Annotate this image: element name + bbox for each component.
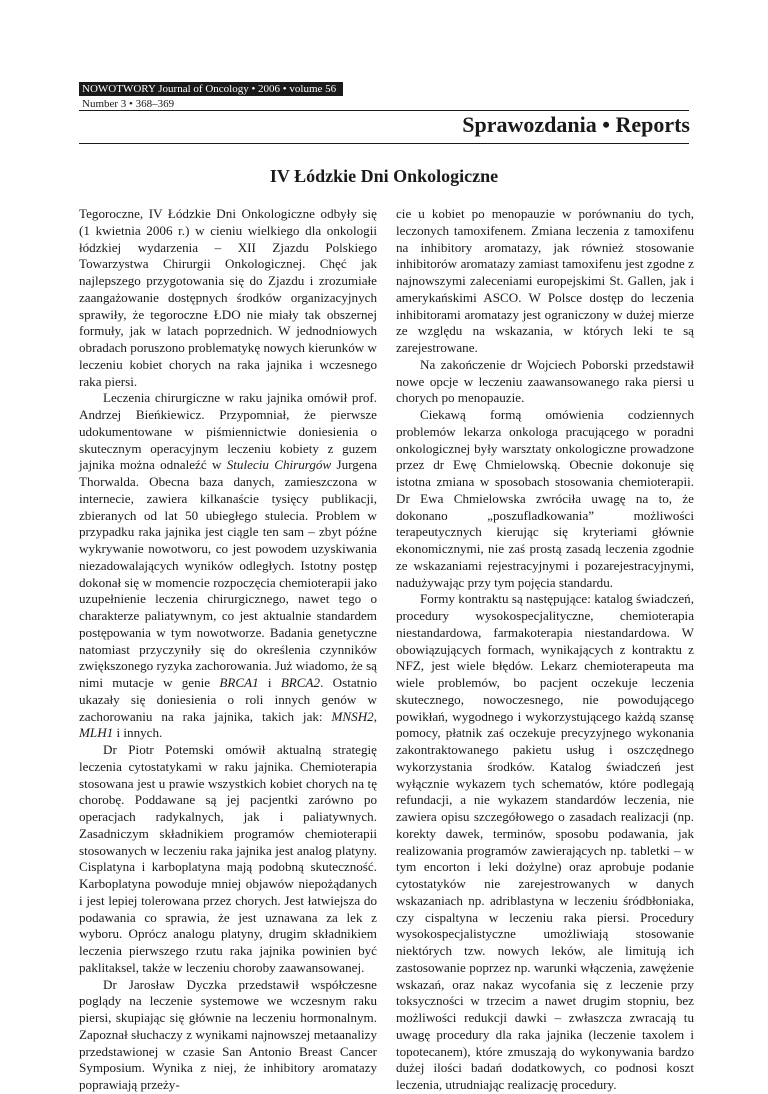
right-paragraph-1: cie u kobiet po menopauzie w porównaniu do tych, leczonych tamoxifenem. Zmiana leczenia z tamoxifenu na inhibitory aromatazy, jak również stosowanie inhibitorów aromatazy zamiast tamoxifenu jest zgodne z najnowszymi zaleceniami europejskimi St. Gallen, jak i amerykańskimi ASCO. W Polsce dostęp do leczenia inhibitorami aromatazy jest ograniczony w dużej mierze ze względu na wskazania, w których leki te są zarejestrowane. bbox=[396, 206, 694, 355]
gene-name: MNSH2 bbox=[331, 708, 374, 724]
left-paragraph-1: Tegoroczne, IV Łódzkie Dni Onkologiczne odbyły się (1 kwietnia 2006 r.) w cieniu wielkiego dla onkologii łódzkiej wydarzenia – XII Zjazdu Polskiego Towarzystwa Chirurgii Onkologicznej. Chęć jak najlepszego przygotowania się do Zjazdu i zrozumiałe zaangażowanie dostępnych środków organizacyjnych sprawiły, że tegoroczne ŁDO nie miały tak obszernej formuły, jak w latach poprzednich. W jednodniowych obradach poruszono problematykę nowych kierunków w leczeniu kobiet chorych na raka jajnika i wczesnego raka piersi. bbox=[79, 206, 377, 389]
left-column bbox=[79, 206, 377, 1094]
right-paragraph-2: Na zakończenie dr Wojciech Poborski przedstawił nowe opcje w leczeniu zaawansowanego raka piersi u chorych po menopauzie. bbox=[396, 356, 694, 406]
right-paragraph-3: Ciekawą formą omówienia codziennych problemów lekarza onkologa pracującego w poradni onkologicznej były warsztaty onkologiczne prowadzone przez dr Ewę Chmielowską. Obecnie dokonuje się istotna zmiana w sposobach stosowania chemioterapii. Dr Ewa Chmielowska zwróciła uwagę na to, że dokonano „poszufladkowania” możliwości terapeutycznych kierując się kryteriami głównie ekonomicznymi, nie zaś prostą zasadą leczenia zgodnie ze wskazaniami rejestracyjnymi i pozarejestracyjnymi, nadużywając przy tym pojęcia standardu. bbox=[396, 407, 694, 590]
gene-name: BRCA2 bbox=[280, 675, 321, 690]
gene-name: MLH1 bbox=[79, 725, 114, 741]
left-paragraph-3: Dr Piotr Potemski omówił aktualną strategię leczenia cytostatykami w raku jajnika. Chemioterapia stosowana jest u prawie wszystkich kobiet chorych na tę chorobę. Poddawane są jej pacjentki zarówno po operacjach radykalnych, jak i paliatywnych. Zasadniczym składnikiem programów chemioterapii stosowanych w leczeniu raka jajnika jest analog platyny. Cisplatyna i karboplatyna mają podobną skuteczność. Karboplatyna powoduje mniej objawów niepożądanych i jest lepiej tolerowana przez chorych. Jest łatwiejsza do podawania co sprawia, że jest uznawana za lek z wyboru. Oprócz analogu platyny, drugim składnikiem leczenia pierwszego rzutu raka jajnika powinien być paklitaksel, także w leczeniu choroby zaawansowanej. bbox=[79, 742, 377, 975]
left-paragraph-4: Dr Jarosław Dyczka przedstawił współczesne poglądy na leczenie systemowe we wczesnym raku piersi, skupiając się głównie na leczeniu hormonalnym. Zapoznał słuchaczy z wynikami najnowszej metaanalizy przedstawionej w czasie San Antonio Breast Cancer Symposium. Wynika z niej, że inhibitory aromatazy poprawiają przeży- bbox=[79, 976, 377, 1092]
issue-line: Number 3 • 368–369 bbox=[82, 98, 175, 110]
left-paragraph-2: Leczenia chirurgiczne w raku jajnika omówił prof. Andrzej Bieńkiewicz. Przypomniał, że pierwsze udokumentowane w piśmiennictwie doniesienia o skutecznym operacyjnym leczeniu kobiety z guzem jajnika można odnaleźć w Stuleciu Chirurgów Jurgena Thorwalda. Obecna baza danych, zamieszczona w internecie, zawiera kilkanaście tysięcy publikacji, zbieranych od lat 50 ubiegłego stulecia. Problem w przypadku raka jajnika jest ciągle ten sam – zbyt późne wykrywanie nowotworu, co jest powodem uzyskiwania niezadowalających wyników odległych. Istotny postęp dokonał się w momencie rozpoczęcia chemioterapii jako uzupełnienie leczenia chirurgicznego, nawet tego o charakterze paliatywnym, co jest aktualnie standardem postępowania w tym nowotworze. Badania genetyczne natomiast przyczyniły się do określenia czynników zwiększonego ryzyka zachorowania. Już wiadomo, że są nimi mutacje w genie BRCA1 i BRCA2. Ostatnio ukazały się doniesienia o roli innych genów w zachorowaniu na raka jajnika, takich jak: MNSH2, MLH1 i innych. bbox=[79, 390, 378, 741]
section-title: Sprawozdania • Reports bbox=[462, 112, 690, 137]
journal-masthead bbox=[79, 82, 343, 111]
right-paragraph-4: Formy kontraktu są następujące: katalog świadczeń, procedury wysokospecjalityczne, chemioterapia niestandardowa, farmakoterapia niestandardowa. W obowiązujących formach, wynikających z kontraktu z NFZ, jest wiele błędów. Lekarz chemioterapeuta ma wiele problemów, bo pacjent oczekuje leczenia skutecznego, nowoczesnego, nie powodującego powikłań, wygodnego i wykorzystującego każdą szansę pomocy, płatnik zaś oczekuje precyzyjnego wykonania zakontraktowanego pakietu usług i oszczędnego wykorzystania środków. Katalog świadczeń jest wyłącznie wykazem tych schematów, które podlegają refundacji, a nie wykazem standardów leczenia, nie zawiera opisu szczegółowego o zasadach realizacji (np. korekty dawek, terminów, sposobu podawania, jak realizowania programów zawierających np. tabletki – w tym encorton i leki dożylne) oraz aprobuje podanie cytostatyków nie zarejestrowanych w danych wskazaniach np. adriblastyna w leczeniu śródbłoniaka, czy cispaltyna w leczeniu raka piersi. Procedury wysokospecjalistyczne umożliwiają stosowanie niektórych tzw. nowych leków, ale limitują ich zastosowanie poprzez np. warunki włączenia, zawężenie wskazań, oraz nakaz wycofania się z leczenie przy toksyczności w trzecim a nawet drugim stopniu, bez możliwości redukcji dawki – zwłaszcza zwracają tu uwagę procedury dla raka jajnika (leczenie taxolem i topotecanem), które zmuszają do wykonywania bardzo dużej ilości badań dodatkowych, co podnosi koszt leczenia, utrudniając realizację procedury. bbox=[396, 591, 694, 1092]
journal-line: NOWOTWORY Journal of Oncology • 2006 • volume 56 bbox=[79, 82, 343, 96]
article-title: IV Łódzkie Dni Onkologiczne bbox=[269, 166, 499, 186]
right-column bbox=[396, 206, 694, 1094]
header-rule-bottom bbox=[79, 143, 689, 144]
gene-name: BRCA1 bbox=[219, 675, 259, 690]
book-title: Stuleciu Chirurgów bbox=[226, 457, 332, 473]
